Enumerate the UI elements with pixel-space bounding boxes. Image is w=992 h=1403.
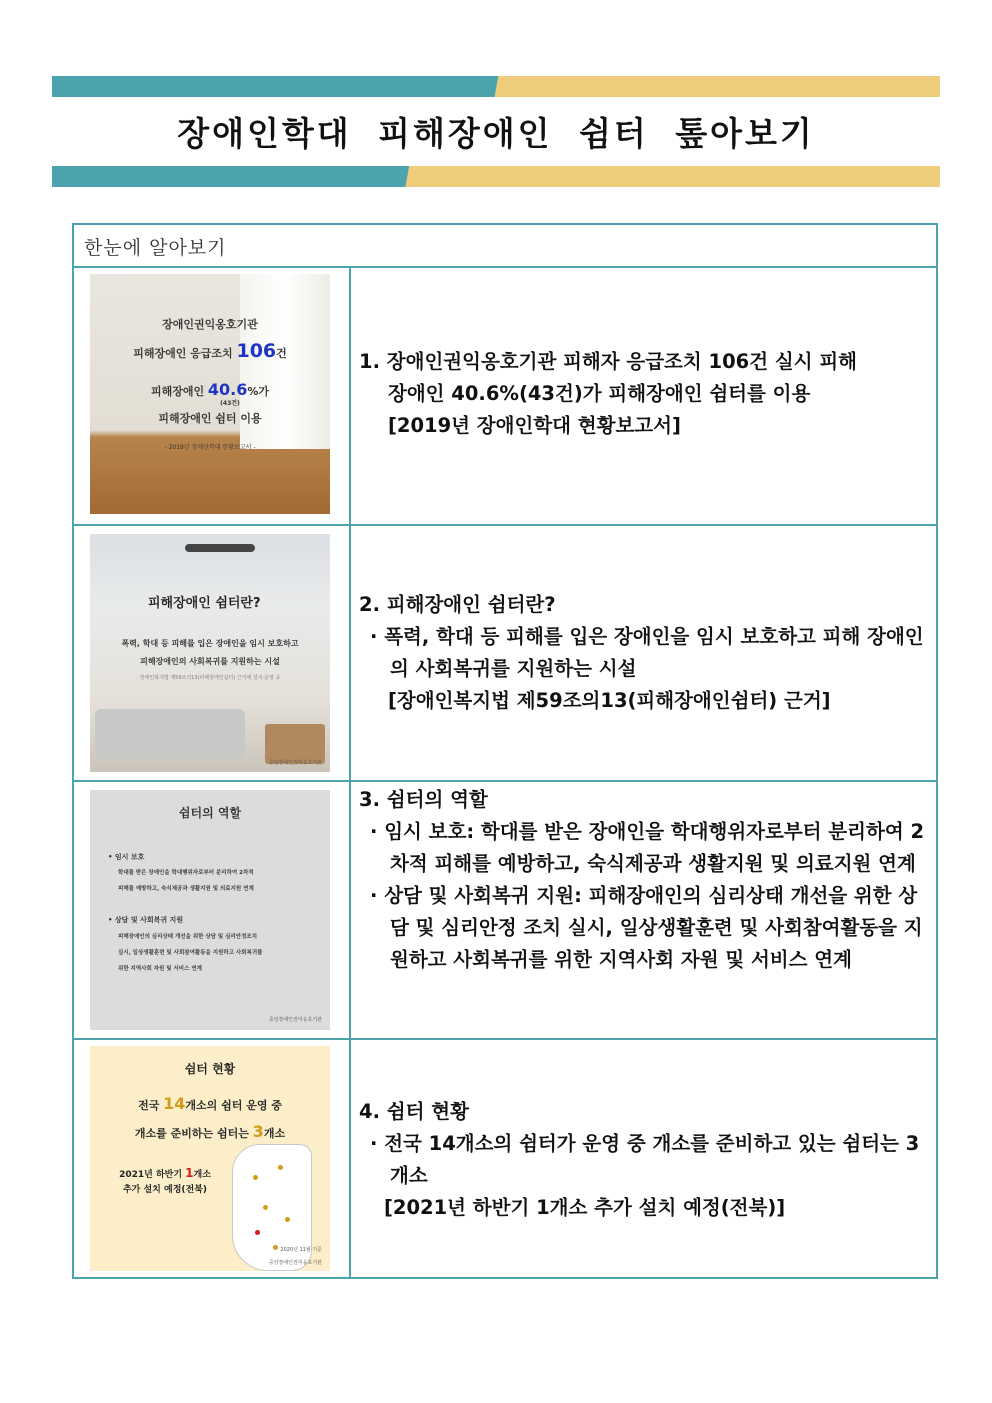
row-line: · 전국 14개소의 쉼터가 운영 중 개소를 준비하고 있는 쉼터는 3개소: [370, 1132, 920, 1187]
image-source: - 2019년 장애인학대 현황보고서 -: [164, 444, 256, 451]
image-text: 개소를 준비하는 쉼터는 3개소: [134, 1122, 286, 1141]
image-text: (43건): [220, 400, 240, 407]
image-text: 전국 14개소의 쉼터 운영 중: [138, 1094, 282, 1113]
image-text: 2021년 하반기 1개소: [119, 1166, 211, 1180]
ceiling-fan: [185, 544, 255, 552]
image-logo: 중앙장애인권익옹호기관: [268, 1017, 322, 1023]
page-title: 장애인학대 피해장애인 쉼터 톺아보기: [177, 114, 815, 153]
image-text: • 상담 및 사회복귀 지원: [108, 916, 184, 924]
row-line: 1. 장애인권익옹호기관 피해자 응급조치 106건 실시 피해: [359, 350, 857, 373]
image-text: 피해장애인 응급조치 106건: [133, 340, 287, 362]
image-text: 피해장애인 40.6%가: [150, 380, 270, 399]
image-text: 장애인권익옹호기관: [162, 318, 258, 331]
image-text: 위한 지역사회 자원 및 서비스 연계: [118, 966, 202, 972]
sofa-shape: [95, 709, 245, 759]
row-line: [장애인복지법 제59조의13(피해장애인쉼터) 근거]: [388, 689, 831, 712]
table-header-label: 한눈에 알아보기: [84, 237, 227, 259]
table-row: [74, 526, 936, 782]
bottom-decor-band: [52, 166, 940, 187]
image-text: 학대를 받은 장애인을 학대행위자로부터 분리하여 2차적: [118, 870, 254, 876]
image-text: 추가 설치 예정(전북): [122, 1185, 208, 1195]
row-text: [359, 346, 934, 442]
row-image-status: [90, 1046, 330, 1271]
row-text: [359, 1096, 934, 1224]
image-text: • 임시 보호: [108, 853, 145, 861]
row-bullet: · 상담 및 사회복귀 지원: 피해장애인의 심리상태 개선을 위한 상담 및 심리안정 조치 실시, 일상생활훈련 및 사회참여활동을 지원하고 사회복귀를 위한 지역사회 자원 및 서비스 연계: [370, 884, 923, 971]
row-line: · 폭력, 학대 등 피해를 입은 장애인을 임시 보호하고 피해 장애인의 사회복귀를 지원하는 시설: [370, 625, 924, 680]
row-line: [2021년 하반기 1개소 추가 설치 예정(전북)]: [384, 1196, 786, 1219]
row-text: [359, 589, 934, 717]
row-line: 장애인 40.6%(43건)가 피해장애인 쉼터를 이용: [388, 382, 811, 405]
image-text: 실시, 일상생활훈련 및 사회참여활동을 지원하고 사회복귀를: [118, 950, 263, 956]
row-line: 3. 쉼터의 역할: [359, 788, 488, 811]
row-image-livingroom: [90, 534, 330, 772]
image-text: 피해장애인 쉼터란?: [148, 596, 261, 611]
info-table: [72, 223, 938, 1279]
image-text: 폭력, 학대 등 피해를 입은 장애인을 임시 보호하고: [121, 639, 299, 648]
row-text: [359, 784, 934, 976]
image-logo: 중앙장애인권익옹호기관: [268, 1260, 322, 1266]
top-decor-band: [52, 76, 940, 97]
row-image-room: [90, 274, 330, 514]
row-line: 2. 피해장애인 쉼터란?: [359, 593, 556, 616]
row-line: 4. 쉼터 현황: [359, 1100, 469, 1123]
image-text: 피해장애인의 사회복귀를 지원하는 시설: [140, 657, 280, 666]
table-shape: [265, 724, 325, 764]
table-row: [74, 782, 936, 1040]
table-row: [74, 268, 936, 526]
image-text: 쉼터의 역할: [178, 806, 242, 820]
image-logo: 중앙장애인권익옹호기관: [268, 760, 322, 766]
image-text: 장애인복지법 제59조의13(피해장애인쉼터) 근거에 설치·운영 중: [139, 675, 281, 681]
image-text: 피해장애인 쉼터 이용: [158, 412, 262, 425]
image-text: 피해를 예방하고, 숙식제공과 생활지원 및 의료지원 연계: [118, 886, 254, 892]
row-image-roles: [90, 790, 330, 1030]
table-header: [74, 225, 936, 268]
image-date: 2020년 11월 기준: [280, 1247, 322, 1253]
row-line: [2019년 장애인학대 현황보고서]: [388, 414, 681, 437]
image-text: 피해장애인의 심리상태 개선을 위한 상담 및 심리안정조치: [118, 934, 258, 940]
table-row: [74, 1040, 936, 1277]
row-bullet: · 임시 보호: 학대를 받은 장애인을 학대행위자로부터 분리하여 2차적 피해를 예방하고, 숙식제공과 생활지원 및 의료지원 연계: [370, 820, 925, 875]
image-text: 쉼터 현황: [184, 1062, 236, 1076]
